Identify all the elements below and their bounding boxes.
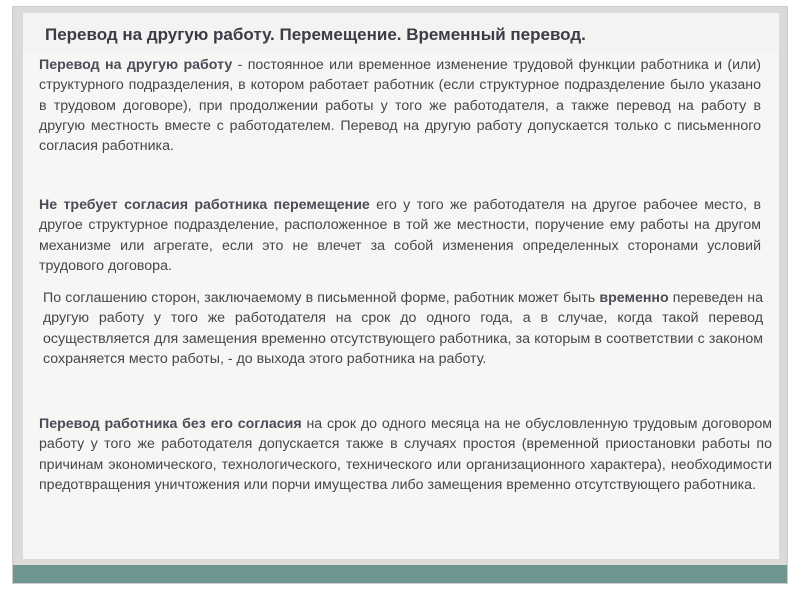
- paragraph-lead: Перевод на другую работу: [39, 57, 233, 73]
- bottom-bar: [13, 565, 787, 583]
- paragraph-text: его у того же работодателя на другое рабочее место, в другое структурное подразделение, расположенное в той же местности, поручение ему работы на другом механизме или агрегате, если это не влечет за собой изменения определенных сторонами условий трудового договора.: [39, 197, 761, 274]
- slide: [12, 6, 788, 584]
- paragraph-relocation: [39, 195, 761, 276]
- paragraph-emphasis: временно: [599, 290, 669, 306]
- slide-title: Перевод на другую работу. Перемещение. Временный перевод.: [45, 25, 586, 44]
- paragraph-text: переведен на другую работу у того же работодателя на срок до одного года, а в случае, когда такой перевод осуществляется для замещения временно отсутствующего работника, за которым в соответствии с законом сохраняется место работы, - до выхода этого работника на работу.: [43, 290, 763, 367]
- title-box: [23, 13, 779, 51]
- paragraph-transfer-definition: [39, 55, 761, 156]
- paragraph-temporary-transfer: [43, 288, 763, 369]
- paragraph-text: на срок до одного месяца на не обусловленную трудовым договором работу у того же работодателя допускается также в случаях простоя (временной приостановки работы по причинам экономического, технологического, технического или организационного характера), необходимости предотвращения уничтожения или порчи имущества либо замещения временно отсутствующего работника.: [39, 416, 773, 493]
- paragraph-lead: Не требует согласия работника перемещение: [39, 197, 370, 213]
- paragraph-text: По соглашению сторон, заключаемому в письменной форме, работник может быть: [43, 290, 600, 306]
- paragraph-transfer-without-consent: [39, 414, 772, 495]
- paragraph-lead: Перевод работника без его согласия: [39, 416, 302, 432]
- paragraph-text: - постоянное или временное изменение трудовой функции работника и (или) структурного подразделения, в котором работает работник (если структурное подразделение было указано в трудовом договоре), при продолжении работы у того же работодателя, а также перевод на работу в другую местность вместе с работодателем. Перевод на другую работу допускается только с письменного согласия работника.: [39, 57, 761, 155]
